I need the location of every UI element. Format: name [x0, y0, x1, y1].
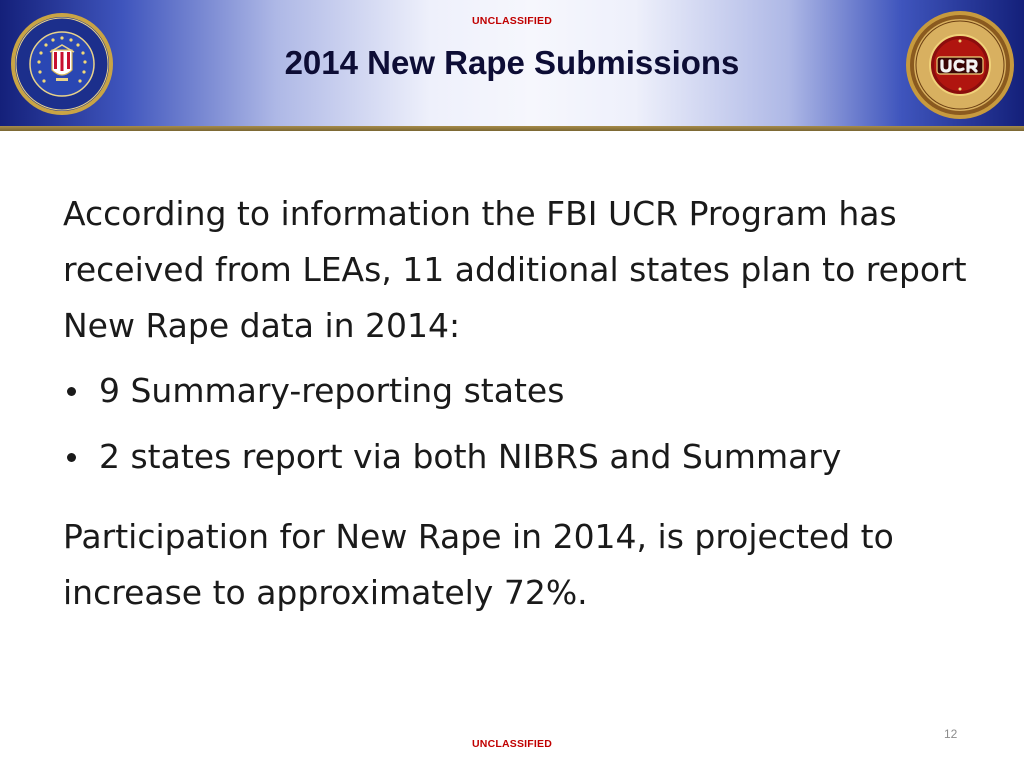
classification-label-top: UNCLASSIFIED	[472, 15, 552, 27]
list-item	[63, 429, 983, 495]
list-item	[63, 363, 983, 429]
bullet-text: 2 states report via both NIBRS and Summary	[99, 437, 842, 476]
page-number: 12	[944, 727, 958, 741]
intro-paragraph: According to information the FBI UCR Program has received from LEAs, 11 additional states plan to report New Rape data in 2014:	[63, 194, 967, 345]
doj-fbi-seal-icon	[10, 12, 114, 116]
slide-body	[63, 186, 983, 621]
projection-paragraph: Participation for New Rape in 2014, is projected to increase to approximately 72%.	[63, 517, 894, 612]
bullet-list	[63, 363, 983, 495]
ucr-seal-icon	[905, 10, 1015, 120]
bullet-icon	[67, 387, 76, 396]
slide-title: 2014 New Rape Submissions	[284, 44, 740, 81]
classification-label-bottom: UNCLASSIFIED	[472, 738, 552, 750]
bullet-icon	[67, 453, 76, 462]
header-divider	[0, 126, 1024, 131]
bullet-text: 9 Summary-reporting states	[99, 371, 565, 410]
